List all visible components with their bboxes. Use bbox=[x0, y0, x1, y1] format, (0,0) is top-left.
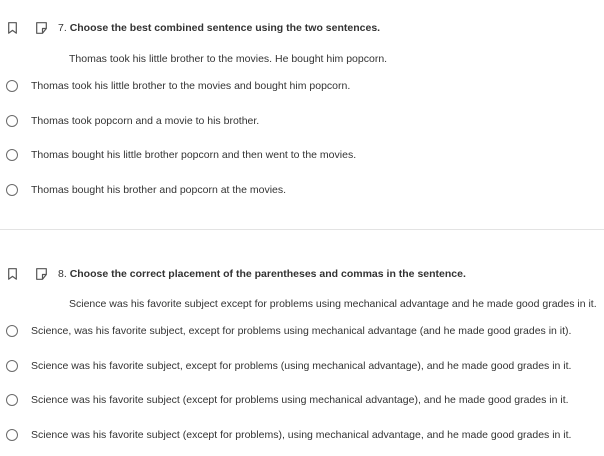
question-divider bbox=[0, 229, 604, 230]
note-icon[interactable] bbox=[36, 22, 49, 34]
answer-option[interactable] bbox=[0, 427, 604, 447]
answer-option-label: Science was his favorite subject, except for problems (using mechanical advantage), and he made good grades in it. bbox=[31, 360, 572, 372]
answer-option[interactable] bbox=[0, 323, 604, 343]
question-text: Choose the correct placement of the parentheses and commas in the sentence. bbox=[69, 268, 466, 280]
radio-button[interactable] bbox=[6, 80, 18, 92]
question-number: 8. bbox=[58, 268, 67, 280]
answer-option[interactable] bbox=[0, 392, 604, 412]
radio-button[interactable] bbox=[6, 325, 18, 337]
radio-button[interactable] bbox=[6, 429, 18, 441]
question-prompt: Thomas took his little brother to the movies. He bought him popcorn. bbox=[69, 53, 388, 65]
bookmark-icon[interactable] bbox=[8, 268, 17, 280]
bookmark-icon[interactable] bbox=[8, 22, 17, 34]
answer-option-label: Thomas took popcorn and a movie to his brother. bbox=[31, 115, 260, 127]
answer-option-label: Science was his favorite subject (except for problems using mechanical advantage), and he made good grades in it. bbox=[31, 394, 569, 406]
question-title bbox=[58, 22, 380, 34]
radio-button[interactable] bbox=[6, 394, 18, 406]
answer-option[interactable] bbox=[0, 113, 604, 133]
answer-option-label: Science, was his favorite subject, except for problems using mechanical advantage (and he made good grades in it). bbox=[31, 325, 572, 337]
answer-option-label: Science was his favorite subject (except for problems), using mechanical advantage, and he made good grades in it. bbox=[31, 429, 572, 441]
answer-option[interactable] bbox=[0, 182, 604, 202]
radio-button[interactable] bbox=[6, 184, 18, 196]
radio-button[interactable] bbox=[6, 149, 18, 161]
answer-option[interactable] bbox=[0, 147, 604, 167]
radio-button[interactable] bbox=[6, 115, 18, 127]
question-prompt: Science was his favorite subject except for problems using mechanical advantage and he made good grades in it. bbox=[69, 298, 597, 310]
question-header bbox=[0, 20, 604, 36]
answer-option-label: Thomas bought his brother and popcorn at the movies. bbox=[31, 184, 287, 196]
question-title bbox=[58, 268, 466, 280]
question-number: 7. bbox=[58, 22, 67, 34]
answer-option[interactable] bbox=[0, 78, 604, 98]
question-text: Choose the best combined sentence using the two sentences. bbox=[69, 22, 381, 34]
answer-option-label: Thomas bought his little brother popcorn and then went to the movies. bbox=[31, 149, 357, 161]
answer-option-label: Thomas took his little brother to the movies and bought him popcorn. bbox=[31, 80, 351, 92]
radio-button[interactable] bbox=[6, 360, 18, 372]
answer-option[interactable] bbox=[0, 358, 604, 378]
question-header bbox=[0, 266, 604, 282]
note-icon[interactable] bbox=[36, 268, 49, 280]
